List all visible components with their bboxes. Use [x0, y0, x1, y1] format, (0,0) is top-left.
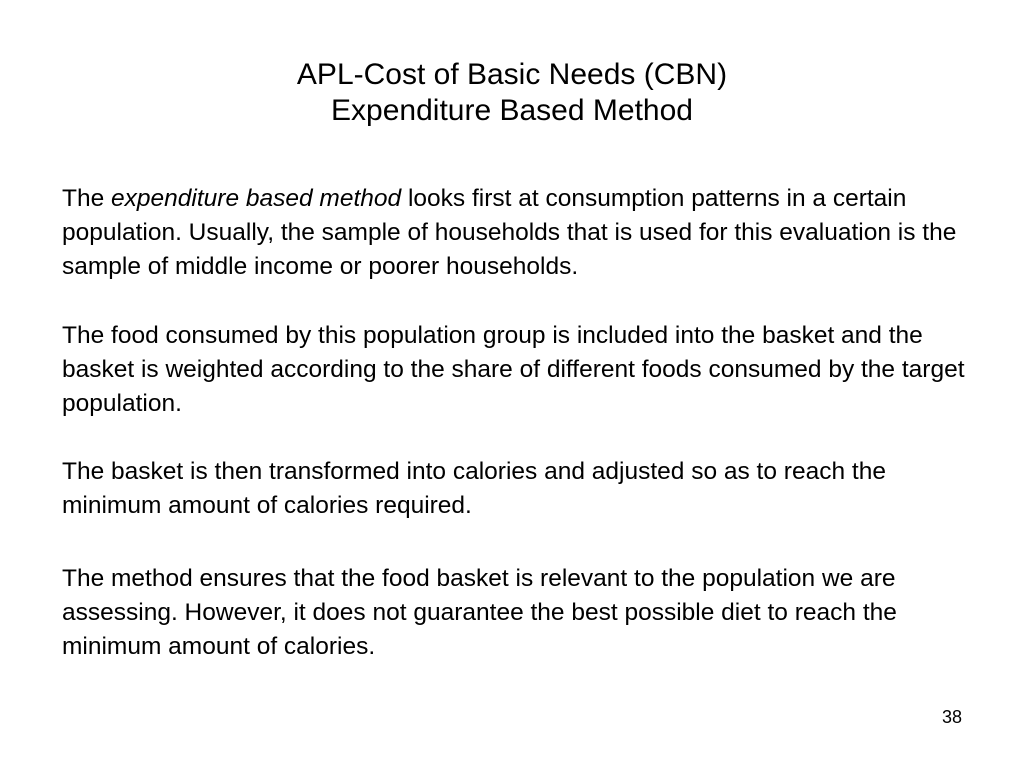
paragraph-1-suffix: looks first at consumption patterns in a certain population. Usually, the sample of households that is used for this evaluation is the sample of middle income or poorer households.	[62, 185, 957, 280]
title-line-1: APL-Cost of Basic Needs (CBN)	[296, 58, 728, 91]
paragraph-1	[62, 182, 972, 284]
paragraph-2: The food consumed by this population group is included into the basket and the basket is weighted according to the share of different foods consumed by the target population.	[62, 322, 965, 417]
paragraph-4: The method ensures that the food basket is relevant to the population we are assessing. However, it does not guarantee the best possible diet to reach the minimum amount of calories.	[62, 565, 897, 660]
page-number: 38	[941, 707, 962, 727]
paragraph-1-prefix: The	[62, 185, 112, 212]
paragraph-1-emphasis: expenditure based method	[111, 185, 402, 212]
slide-title	[0, 57, 1024, 129]
paragraph-3: The basket is then transformed into calories and adjusted so as to reach the minimum amount of calories required.	[62, 458, 886, 519]
title-line-2: Expenditure Based Method	[331, 94, 693, 127]
